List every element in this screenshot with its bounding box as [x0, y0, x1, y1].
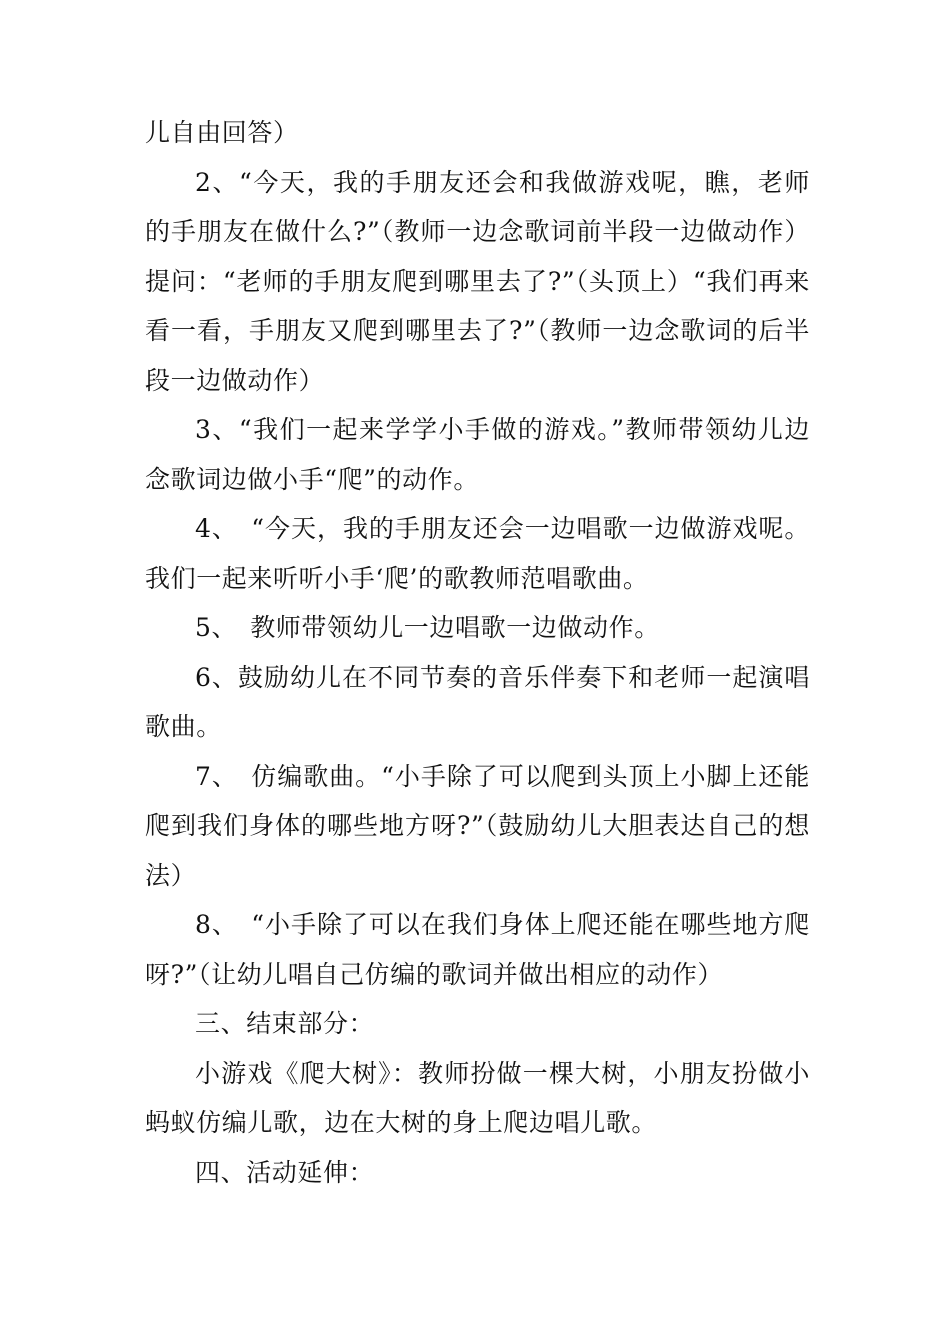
paragraph-tree-game: 小游戏《爬大树》：教师扮做一棵大树，小朋友扮做小蚂蚁仿编儿歌，边在大树的身上爬边唱儿歌。 — [145, 1058, 810, 1137]
paragraph-answer-continuation: 儿自由回答） — [145, 118, 299, 147]
paragraph-step-5: 5、 教师带领幼儿一边唱歌一边做动作。 — [195, 613, 660, 642]
paragraph-step-7: 7、 仿编歌曲。“小手除了可以爬到头顶上小脚上还能爬到我们身体的哪些地方呀?”（鼓励幼儿大胆表达自己的想法） — [145, 761, 810, 890]
paragraph-step-3: 3、“我们一起来学学小手做的游戏。”教师带领幼儿边念歌词边做小手“爬”的动作。 — [145, 415, 810, 494]
section-heading-extension: 四、活动延伸： — [195, 1157, 375, 1187]
paragraph-step-8: 8、 “小手除了可以在我们身体上爬还能在哪些地方爬呀?”（让幼儿唱自己仿编的歌词并做出相应的动作） — [145, 910, 810, 989]
section-heading-ending: 三、结束部分： — [195, 1009, 375, 1038]
paragraph-step-6: 6、鼓励幼儿在不同节奏的音乐伴奏下和老师一起演唱歌曲。 — [145, 662, 810, 741]
document-body — [145, 108, 810, 1197]
paragraph-step-2: 2、“今天，我的手朋友还会和我做游戏呢，瞧，老师的手朋友在做什么?”（教师一边念歌词前半段一边做动作）提问：“老师的手朋友爬到哪里去了?”（头顶上）“我们再来看一看，手朋友又爬到哪里去了?”（教师一边念歌词的后半段一边做动作） — [145, 167, 810, 395]
paragraph-step-4: 4、 “今天，我的手朋友还会一边唱歌一边做游戏呢。我们一起来听听小手‘爬’的歌教师范唱歌曲。 — [145, 514, 810, 593]
